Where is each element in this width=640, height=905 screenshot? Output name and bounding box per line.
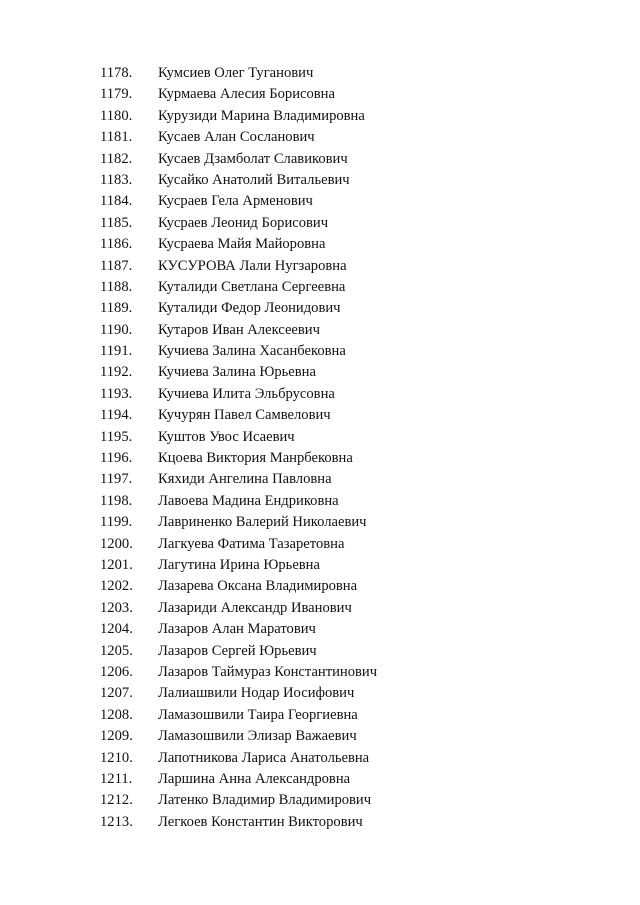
entry-number: 1192. xyxy=(100,364,133,381)
entry-name: Лазаров Алан Маратович xyxy=(158,621,316,638)
list-item xyxy=(100,170,377,191)
entry-number: 1200. xyxy=(100,535,133,552)
list-item xyxy=(100,641,377,662)
entry-name: Лапотникова Лариса Анатольевна xyxy=(158,749,370,766)
entry-name: Лазарева Оксана Владимировна xyxy=(158,578,358,595)
list-item xyxy=(100,320,377,341)
list-item xyxy=(100,384,377,405)
entry-name: КУСУРОВА Лали Нугзаровна xyxy=(158,257,347,274)
entry-name: Кусраева Майя Майоровна xyxy=(158,236,326,253)
entry-name: Кусаев Алан Сосланович xyxy=(158,129,315,146)
entry-name: Кяхиди Ангелина Павловна xyxy=(158,471,332,488)
entry-name: Ларшина Анна Александровна xyxy=(158,770,351,787)
entry-number: 1210. xyxy=(100,749,133,766)
list-item xyxy=(100,427,377,448)
list-item xyxy=(100,790,377,811)
entry-number: 1185. xyxy=(100,214,133,231)
list-item xyxy=(100,84,377,105)
entry-number: 1182. xyxy=(100,150,133,167)
list-item xyxy=(100,341,377,362)
list-item xyxy=(100,362,377,383)
entry-name: Кутаров Иван Алексеевич xyxy=(158,321,320,338)
entry-name: Кучурян Павел Самвелович xyxy=(158,407,331,424)
entry-name: Кучиева Залина Хасанбековна xyxy=(158,343,346,360)
entry-number: 1201. xyxy=(100,556,133,573)
entry-number: 1202. xyxy=(100,578,133,595)
entry-name: Куталиди Федор Леонидович xyxy=(158,300,341,317)
entry-number: 1203. xyxy=(100,599,133,616)
entry-name: Лазаров Таймураз Константинович xyxy=(158,663,378,680)
entry-name: Лалиашвили Нодар Иосифович xyxy=(158,685,355,702)
list-item xyxy=(100,405,377,426)
entry-number: 1193. xyxy=(100,385,133,402)
entry-name: Кучиева Илита Эльбрусовна xyxy=(158,385,335,402)
entry-number: 1179. xyxy=(100,86,133,103)
entry-number: 1186. xyxy=(100,236,133,253)
list-item xyxy=(100,662,377,683)
entry-name: Лагкуева Фатима Тазаретовна xyxy=(158,535,345,552)
entry-name: Кусраев Леонид Борисович xyxy=(158,214,329,231)
list-item xyxy=(100,598,377,619)
entry-name: Кцоева Виктория Манрбековна xyxy=(158,450,353,467)
list-item xyxy=(100,106,377,127)
entry-name: Лавоева Мадина Ендриковна xyxy=(158,492,339,509)
entry-name: Курузиди Марина Владимировна xyxy=(158,107,365,124)
entry-name: Легкоев Константин Викторович xyxy=(158,813,363,830)
entry-number: 1213. xyxy=(100,813,133,830)
list-item xyxy=(100,812,377,833)
entry-name: Лагутина Ирина Юрьевна xyxy=(158,556,320,573)
entry-name: Кучиева Залина Юрьевна xyxy=(158,364,316,381)
entry-number: 1188. xyxy=(100,278,133,295)
entry-number: 1195. xyxy=(100,428,133,445)
entry-number: 1187. xyxy=(100,257,133,274)
entry-number: 1209. xyxy=(100,728,133,745)
entry-name: Ламазошвили Элизар Важаевич xyxy=(158,728,357,745)
entry-number: 1194. xyxy=(100,407,133,424)
list-item xyxy=(100,149,377,170)
list-item xyxy=(100,619,377,640)
entry-name: Лавриненко Валерий Николаевич xyxy=(158,514,367,531)
list-item xyxy=(100,534,377,555)
entry-name: Лазариди Александр Иванович xyxy=(158,599,352,616)
entry-number: 1190. xyxy=(100,321,133,338)
entry-name: Кусайко Анатолий Витальевич xyxy=(158,171,350,188)
name-list xyxy=(100,63,377,833)
entry-number: 1180. xyxy=(100,107,133,124)
entry-name: Кусраев Гела Арменович xyxy=(158,193,313,210)
entry-number: 1207. xyxy=(100,685,133,702)
entry-number: 1184. xyxy=(100,193,133,210)
entry-number: 1199. xyxy=(100,514,133,531)
entry-number: 1189. xyxy=(100,300,133,317)
entry-number: 1208. xyxy=(100,706,133,723)
list-item xyxy=(100,256,377,277)
list-item xyxy=(100,726,377,747)
entry-number: 1183. xyxy=(100,171,133,188)
entry-name: Куштов Увос Исаевич xyxy=(158,428,295,445)
entry-name: Курмаева Алесия Борисовна xyxy=(158,86,335,103)
list-item xyxy=(100,63,377,84)
list-item xyxy=(100,491,377,512)
list-item xyxy=(100,769,377,790)
list-item xyxy=(100,448,377,469)
list-item xyxy=(100,705,377,726)
entry-number: 1181. xyxy=(100,129,133,146)
list-item xyxy=(100,683,377,704)
list-item xyxy=(100,512,377,533)
entry-number: 1205. xyxy=(100,642,133,659)
list-item xyxy=(100,191,377,212)
list-item xyxy=(100,298,377,319)
entry-name: Кумсиев Олег Туганович xyxy=(158,65,314,81)
list-item xyxy=(100,213,377,234)
entry-number: 1206. xyxy=(100,663,133,680)
entry-number: 1211. xyxy=(100,770,133,787)
entry-number: 1212. xyxy=(100,792,133,809)
entry-name: Латенко Владимир Владимирович xyxy=(158,792,372,809)
list-item xyxy=(100,555,377,576)
list-item xyxy=(100,234,377,255)
entry-number: 1198. xyxy=(100,492,133,509)
entry-name: Ламазошвили Таира Георгиевна xyxy=(158,706,358,723)
entry-number: 1196. xyxy=(100,450,133,467)
list-item xyxy=(100,127,377,148)
entry-name: Кусаев Дзамболат Славикович xyxy=(158,150,348,167)
list-item xyxy=(100,277,377,298)
list-item xyxy=(100,576,377,597)
entry-name: Куталиди Светлана Сергеевна xyxy=(158,278,346,295)
list-item xyxy=(100,469,377,490)
entry-number: 1178. xyxy=(100,65,133,81)
list-item xyxy=(100,748,377,769)
entry-name: Лазаров Сергей Юрьевич xyxy=(158,642,317,659)
entry-number: 1197. xyxy=(100,471,133,488)
entry-number: 1191. xyxy=(100,343,133,360)
entry-number: 1204. xyxy=(100,621,133,638)
